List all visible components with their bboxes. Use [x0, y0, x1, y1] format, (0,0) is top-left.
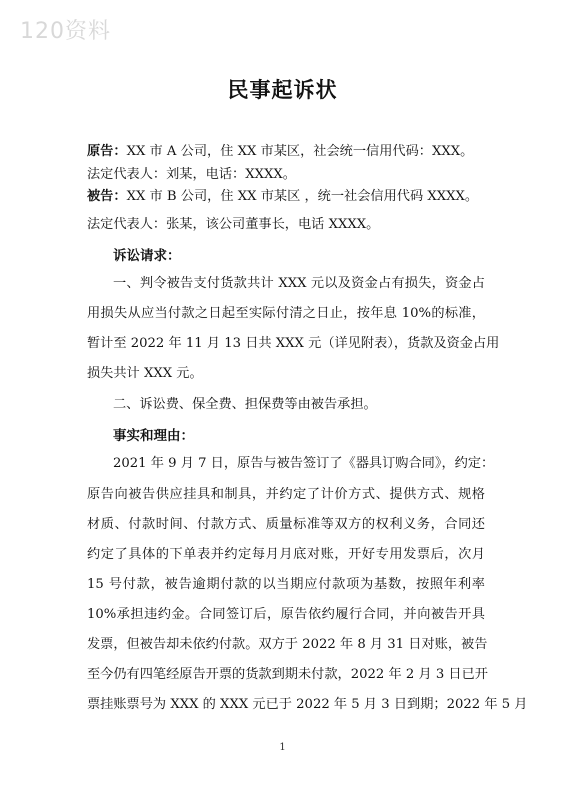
plaintiff-text: XX 市 A 公司，住 XX 市某区，社会统一信用代码：XXX。 — [126, 144, 474, 159]
facts-line: 原告向被告供应挂具和制具，并约定了计价方式、提供方式、规格 — [87, 487, 485, 502]
facts-heading: 事实和理由： — [113, 428, 194, 444]
facts-line: 至今仍有四笔经原告开票的货款到期未付款，2022 年 2 月 3 日已开 — [87, 667, 488, 682]
document-title: 民事起诉状 — [227, 78, 338, 102]
claims-line: 二、诉讼费、保全费、担保费等由被告承担。 — [113, 397, 377, 412]
plaintiff-representative: 法定代表人：刘某，电话：XXXX。 — [87, 167, 296, 182]
facts-line: 票挂账票号为 XXX 的 XXX 元已于 2022 年 5 月 3 日到期；2022 年 5 月 — [87, 697, 528, 712]
facts-line: 2021 年 9 月 7 日，原告与被告签订了《器具订购合同》，约定： — [113, 456, 495, 471]
claims-line: 一、判令被告支付货款共计 XXX 元以及资金占有损失，资金占 — [113, 276, 485, 291]
claims-line: 暂计至 2022 年 11 月 13 日共 XXX 元（详见附表），货款及资金占用 — [87, 336, 500, 351]
claims-line: 损失共计 XXX 元。 — [87, 366, 203, 381]
claims-line: 用损失从应当付款之日起至实际付清之日止，按年息 10%的标准， — [87, 306, 485, 321]
defendant-line — [87, 185, 478, 204]
plaintiff-line — [87, 140, 473, 159]
facts-line: 发票，但被告却未依约付款。双方于 2022 年 8 月 31 日对账，被告 — [87, 637, 488, 652]
page-number: 1 — [279, 742, 286, 753]
plaintiff-label: 原告： — [87, 144, 127, 159]
defendant-label: 被告： — [87, 189, 127, 204]
facts-line: 15 号付款，被告逾期付款的以当期应付款项为基数，按照年利率 — [87, 577, 485, 592]
defendant-text: XX 市 B 公司，住 XX 市某区 ，统一社会信用代码 XXXX。 — [126, 189, 479, 204]
facts-line: 材质、付款时间、付款方式、质量标准等双方的权利义务，合同还 — [87, 517, 485, 532]
defendant-representative: 法定代表人：张某，该公司董事长，电话 XXXX。 — [87, 217, 380, 232]
facts-line: 约定了具体的下单表并约定每月月底对账，开好专用发票后，次月 — [87, 547, 485, 562]
facts-line: 10%承担违约金。合同签订后，原告依约履行合同，并向被告开具 — [87, 607, 485, 622]
claims-heading: 诉讼请求： — [113, 248, 181, 264]
watermark-logo: 120资料 — [20, 19, 111, 44]
